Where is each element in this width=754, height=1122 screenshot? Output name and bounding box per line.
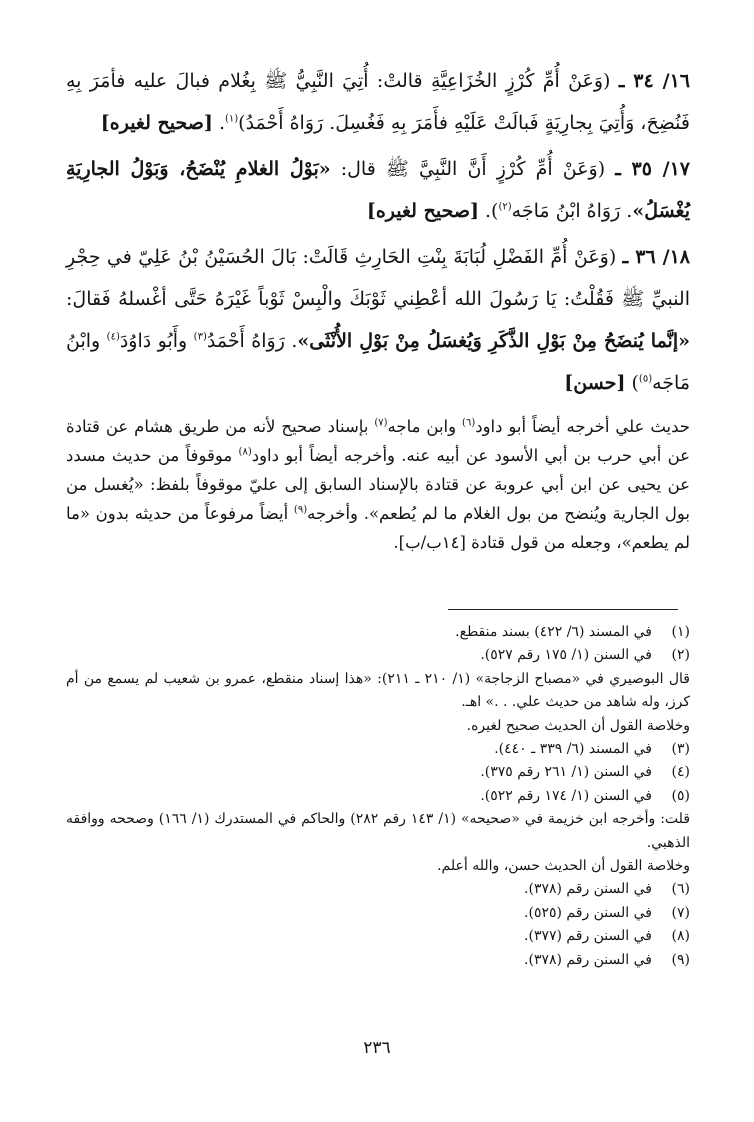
footnote-ref[interactable]: (٩) bbox=[293, 504, 308, 516]
footnote-text: في السنن (١/ ١٧٥ رقم ٥٢٧). bbox=[480, 647, 652, 664]
footnote-number: (٥) bbox=[671, 787, 690, 804]
footnote-text: في المسند (٦/ ٣٣٩ ـ ٤٤٠). bbox=[494, 741, 652, 758]
footnote-continuation: قلت: وأخرجه ابن خزيمة في «صحيحه» (١/ ١٤٣ رقم ٢٨٢) والحاكم في المستدرك (١/ ١٦٦) وصححه ووافقه الذهبي. bbox=[66, 811, 691, 851]
footnote-text: في السنن رقم (٥٢٥). bbox=[524, 904, 652, 921]
footnote-item bbox=[66, 785, 690, 808]
footnote-text: في السنن رقم (٣٧٨). bbox=[524, 881, 652, 898]
hadith-tail: ) bbox=[631, 372, 639, 394]
footnote-continuation: وخلاصة القول أن الحديث حسن، والله أعلم. bbox=[437, 858, 690, 875]
hadith-number: ١٧/ ٣٥ ـ bbox=[615, 158, 691, 180]
footnote-ref[interactable]: (٧) bbox=[374, 417, 388, 429]
commentary-text: حديث علي أخرجه أيضاً أبو داود bbox=[475, 417, 690, 436]
footnote-ref[interactable]: (٣) bbox=[193, 331, 207, 343]
hadith-text: (وَعَنْ أُمِّ كُرْزٍ الخُزَاعِيَّةِ قالتْ: أُتِيَ النَّبِيُّ ﷺ بِغُلام فبالَ عليه فأمَرَ بِهِ فَنُضِحَ، وَأُتِيَ بِجارِيَةٍ فَبالَتْ عَلَيْهِ فأَمَرَ بِهِ فَغُسِلَ. رَوَاهُ أَحْمَدُ) bbox=[66, 70, 690, 134]
footnote-divider bbox=[448, 609, 678, 610]
hadith-1 bbox=[66, 60, 690, 144]
footnote-item bbox=[66, 902, 690, 925]
footnote-item bbox=[66, 925, 690, 948]
footnote-item bbox=[66, 621, 690, 644]
commentary-paragraph bbox=[66, 412, 690, 557]
grade-badge: [صحيح لغيره] bbox=[366, 200, 479, 222]
hadith-3 bbox=[66, 236, 690, 404]
footnote-continuation: قال البوصيري في «مصباح الزجاجة» (١/ ٢١٠ ـ ٢١١): «هذا إسناد منقطع، عمرو بن شعيب لم يسمع من أم كرز، وله شاهد من حديث علي. . .» اهـ. bbox=[66, 670, 690, 711]
footnotes bbox=[66, 621, 690, 972]
commentary-text: وابن ماجه bbox=[387, 417, 463, 436]
hadith-tail: ). bbox=[485, 200, 499, 222]
footnote-number: (٧) bbox=[671, 904, 690, 921]
page-body bbox=[66, 60, 690, 557]
grade-badge: [صحيح لغيره] bbox=[100, 112, 213, 134]
footnote-number: (٢) bbox=[671, 647, 690, 664]
footnote-ref[interactable]: (٤) bbox=[106, 331, 120, 343]
footnote-number: (٩) bbox=[671, 951, 690, 968]
footnote-text: في المسند (٦/ ٤٢٢) بسند منقطع. bbox=[455, 624, 652, 640]
footnote-ref[interactable]: (٥) bbox=[638, 373, 653, 385]
hadith-2 bbox=[66, 148, 690, 232]
footnote-continuation: وخلاصة القول أن الحديث صحيح لغيره. bbox=[466, 717, 690, 734]
footnote-ref[interactable]: (٨) bbox=[238, 446, 252, 458]
page-number: ٢٣٦ bbox=[363, 1038, 391, 1058]
commentary-text: أيضاً مرفوعاً من حديثه بدون «ما لم يطعم»، وجعله من قول قتادة [١٤ب/ب]. bbox=[66, 504, 690, 552]
footnote-number: (٨) bbox=[671, 928, 690, 945]
hadith-text: (وَعَنْ أُمِّ كُرْزٍ أَنَّ النَّبِيَّ ﷺ قال: bbox=[330, 158, 606, 180]
hadith-number: ١٦/ ٣٤ ـ bbox=[618, 70, 690, 92]
hadith-text-4: وابْنُ مَاجَه bbox=[66, 330, 690, 394]
footnote-item bbox=[66, 949, 690, 972]
footnote-ref[interactable]: (٢) bbox=[498, 201, 512, 213]
hadith-text-2: . رَوَاهُ ابْنُ مَاجَه bbox=[511, 200, 633, 222]
footnote-number: (١) bbox=[671, 624, 690, 640]
footnote-number: (٤) bbox=[671, 764, 690, 781]
hadith-tail: . bbox=[218, 112, 225, 134]
hadith-number: ١٨/ ٣٦ ـ bbox=[622, 246, 691, 268]
hadith-text-2: . رَوَاهُ أَحْمَدُ bbox=[206, 330, 298, 352]
footnote-number: (٦) bbox=[671, 881, 690, 898]
footnote-text: في السنن (١/ ١٧٤ رقم ٥٢٢). bbox=[480, 787, 652, 804]
footnote-ref[interactable]: (١) bbox=[224, 113, 239, 125]
hadith-text: (وَعَنْ أُمِّ الفَضْلِ لُبَابَةَ بِنْتِ الحَارِثِ قَالَتْ: بَالَ الحُسَيْنُ بْنُ عَلِيّ في حِجْرِ النبيِّ ﷺ فَقُلْتُ: يَا رَسُولَ الله أعْطِني ثَوْبَكَ والْبِسْ ثَوْباً غَيْرَهُ حَتَّى أغْسلهُ فَقالَ: bbox=[66, 246, 690, 310]
footnote-item bbox=[66, 878, 690, 901]
footnote-item bbox=[66, 761, 690, 784]
footnote-item bbox=[66, 738, 690, 761]
footnote-text: في السنن رقم (٣٧٧). bbox=[524, 928, 652, 945]
commentary-text: موقوفاً من حديث مسدد عن يحيى عن ابن أبي عروبة عن قتادة بالإسناد السابق إلى عليّ موقوفاً بلفظ: «يُغسل من بول الجارية ويُنضح من بول الغلام ما لم يُطعم». وأخرجه bbox=[66, 446, 690, 523]
footnote-text: في السنن (١/ ٢٦١ رقم ٣٧٥). bbox=[480, 764, 652, 781]
footnote-ref[interactable]: (٦) bbox=[462, 417, 476, 429]
hadith-quote: «بَوْلُ الغلامِ يُنْضَحُ، وَبَوْلُ الجارِيَةِ يُغْسَلُ» bbox=[66, 158, 690, 222]
grade-badge: [حسن] bbox=[564, 372, 626, 394]
commentary-text: بإسناد صحيح لأنه من طريق هشام عن قتادة عن أبي حرب بن أبي الأسود عن أبيه عنه. وأخرجه أيضاً أبو داود bbox=[66, 417, 690, 465]
hadith-quote: «إنَّما يُنضَحُ مِنْ بَوْلِ الذَّكَرِ وَيُغسَلُ مِنْ بَوْلِ الأُنْثَى» bbox=[297, 330, 690, 352]
footnote-item bbox=[66, 644, 690, 667]
footnote-number: (٣) bbox=[671, 741, 690, 758]
footnote-text: في السنن رقم (٣٧٨). bbox=[524, 951, 652, 968]
hadith-text-3: وأَبُو دَاوُدَ bbox=[119, 330, 194, 352]
